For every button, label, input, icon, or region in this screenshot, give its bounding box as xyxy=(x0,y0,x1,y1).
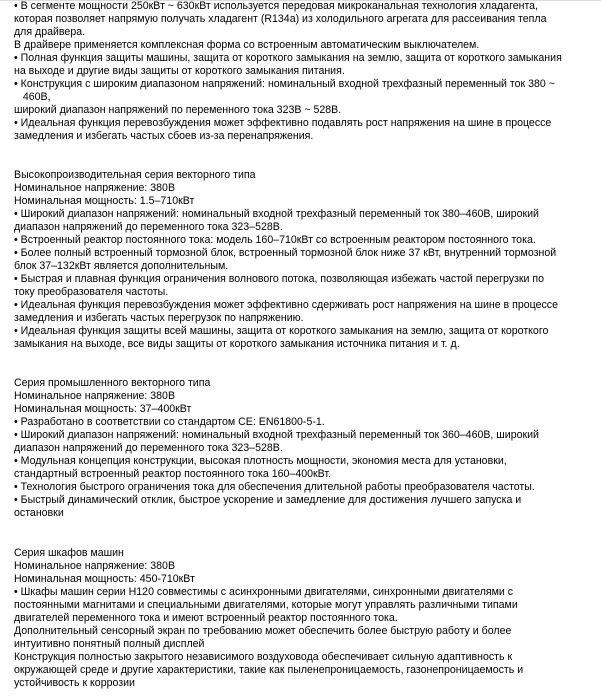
text-line: интуитивно понятный полный дисплей xyxy=(14,638,205,650)
text-line: • Широкий диапазон напряжений: номинальный входной трехфазный переменный ток 360–460В, широкий xyxy=(14,429,539,441)
text-line: • Широкий диапазон напряжений: номинальный входной трехфазный переменный ток 380–460В, широкий xyxy=(14,208,539,220)
text-line: • Встроенный реактор постоянного тока: модель 160–710кВт со встроенным реактором постоянного тока. xyxy=(14,234,536,246)
text-line: которая позволяет напрямую получать хладагент (R134a) из холодильного агрегата для рассеивания тепла xyxy=(14,13,547,25)
text-line: для драйвера. xyxy=(14,26,86,38)
section-title: Серия шкафов машин xyxy=(14,547,124,559)
text-line: замыкания на выходе, все виды защиты от короткого замыкания источника питания и т. д. xyxy=(14,338,460,350)
text-line: • Разработано в соответствии со стандартом CE: EN61800-5-1. xyxy=(14,416,325,428)
text-line: • Более полный встроенный тормозной блок, встроенный тормозной блок ниже 37 кВт, внутренний тормозной xyxy=(14,247,557,259)
text-line: 460В, xyxy=(14,91,51,103)
text-line: • Модульная концепция конструкции, высокая плотность мощности, экономия места для установки, xyxy=(14,455,507,467)
text-line: замедления и избегать частых перегрузок по напряжению. xyxy=(14,312,304,324)
text-line: Номинальная мощность: 37–400кВт xyxy=(14,403,192,415)
text-line: Номинальная мощность: 1.5–710кВт xyxy=(14,195,195,207)
text-line: • Идеальная функция перевозбуждения может эффективно сдерживать рост напряжения на шине в процессе xyxy=(14,299,558,311)
text-line: • Быстрый динамический отклик, быстрое ускорение и замедление для достижения лучшего запуска и xyxy=(14,494,522,506)
industrial-series-section xyxy=(14,377,592,520)
text-line: замедления и избегать частых сбоев из-за перенапряжения. xyxy=(14,130,314,142)
section-title: Высокопроизводительная серия векторного типа xyxy=(14,169,256,181)
text-line: диапазон напряжений до переменного тока 323–528В. xyxy=(14,221,283,233)
text-line: двигателей переменного тока и имеют встроенный реактор постоянного тока. xyxy=(14,612,398,624)
text-line: В драйвере применяется комплексная форма со встроенным автоматическим выключателем. xyxy=(14,39,480,51)
section-spacer xyxy=(14,143,592,169)
text-line: Номинальное напряжение: 380В xyxy=(14,182,176,194)
text-line: • Идеальная функция защиты всей машины, защита от короткого замыкания на землю, защита от короткого xyxy=(14,325,549,337)
text-line: • Шкафы машин серии H120 совместимы с асинхронными двигателями, синхронными двигателями с xyxy=(14,586,514,598)
text-line: устойчивость к коррозии xyxy=(14,677,135,689)
text-line: • Технология быстрого ограничения тока для обеспечения длительной работы преобразователя частоты. xyxy=(14,481,535,493)
section-spacer xyxy=(14,520,592,547)
text-line: Номинальное напряжение: 380В xyxy=(14,390,176,402)
text-line: Конструкция полностью закрытого независимого воздуховода обеспечивает сильную адаптивность к xyxy=(14,651,513,663)
text-line: • В сегменте мощности 250кВт ~ 630кВт используется передовая микроканальная технология хладагента, xyxy=(14,0,539,12)
text-line: на выходе и другие виды защиты от короткого замыкания питания. xyxy=(14,65,345,77)
text-line: • Конструкция с широким диапазоном напряжений: номинальный входной трехфазный переменный ток 380 ~ xyxy=(14,78,555,90)
text-line: току преобразователя частоты. xyxy=(14,286,169,298)
text-line: • Быстрая и плавная функция ограничения волнового потока, позволяющая избежать частой перегрузки по xyxy=(14,273,545,285)
section-title: Серия промышленного векторного типа xyxy=(14,377,211,389)
text-line: Номинальная мощность: 450-710кВт xyxy=(14,573,195,585)
text-line: • Идеальная функция перевозбуждения может эффективно подавлять рост напряжения на шине в процессе xyxy=(14,117,552,129)
text-line: широкий диапазон напряжений по переменного тока 323В ~ 528В. xyxy=(14,104,342,116)
text-line: остановки xyxy=(14,507,64,519)
text-line: окружающей среде и другие характеристики, такие как пыленепроницаемость, газонепроницаемость и xyxy=(14,664,524,676)
text-line: блок 37–132кВт является дополнительным. xyxy=(14,260,229,272)
document-content xyxy=(14,0,592,690)
text-line: диапазон напряжений до переменного тока 323–528В. xyxy=(14,442,283,454)
text-line: стандартный встроенный реактор постоянного тока 160–400кВт. xyxy=(14,468,331,480)
section-spacer xyxy=(14,351,592,377)
text-line: Дополнительный сенсорный экран по требованию может обеспечить более быструю работу и более xyxy=(14,625,512,637)
vector-series-section xyxy=(14,169,592,351)
text-line: • Полная функция защиты машины, защита от короткого замыкания на землю, защита от короткого замыкания xyxy=(14,52,562,64)
intro-section xyxy=(14,0,592,143)
text-line: постоянными магнитами и специальными двигателями, которые могут управлять различными типами xyxy=(14,599,518,611)
cabinet-series-section xyxy=(14,547,592,690)
text-line: Номинальное напряжение: 380В xyxy=(14,560,176,572)
